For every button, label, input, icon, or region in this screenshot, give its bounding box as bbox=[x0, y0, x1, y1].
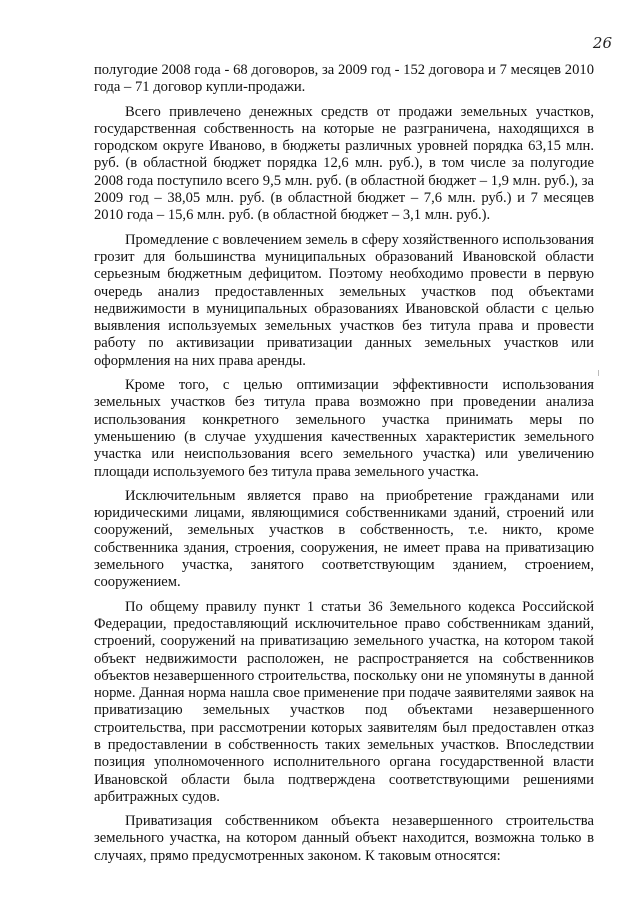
paragraph-privatization-cases: Приватизация собственником объекта незавершенного строительства земельного участка, на котором данный объект находится, возможна только в случаях, прямо предусмотренных законом. К таковым относятся: bbox=[94, 813, 594, 864]
page-number: 26 bbox=[592, 34, 612, 52]
paragraph-delay-risk: Промедление с вовлечением земель в сферу хозяйственного использования грозит для большинства муниципальных образований Ивановской области серьезным бюджетным дефицитом. Поэтому необходимо провести в первую очередь анализ предоставленных земельных участков под объектами недвижимости в муниципальных образованиях Ивановской области с целью выявления используемых земельных участков без титула права и провести работу по активизации приватизации данных земельных участков или оформления на них права аренды. bbox=[94, 231, 594, 369]
document-body bbox=[94, 62, 594, 872]
paragraph-continuation: полугодие 2008 года - 68 договоров, за 2009 год - 152 договора и 7 месяцев 2010 года – 71 договор купли-продажи. bbox=[94, 62, 594, 96]
paragraph-optimization: Кроме того, с целью оптимизации эффективности использования земельных участков без титула права возможно при проведении анализа использования конкретного земельного участка принимать меры по уменьшению (в случае ухудшения качественных характеристик земельного участка или неиспользования всего земельного участка) или увеличению площади используемого без титула права земельного участка. bbox=[94, 377, 594, 480]
paragraph-funds-raised: Всего привлечено денежных средств от продажи земельных участков, государственная собственность на которые не разграничена, находящихся в городском округе Иваново, в бюджеты различных уровней порядка 63,15 млн. руб. (в областной бюджет порядка 12,6 млн. руб.), в том числе за полугодие 2008 года поступило всего 9,5 млн. руб. (в областной бюджет – 1,9 млн. руб.), за 2009 год – 38,05 млн. руб. (в областной бюджет – 7,6 млн. руб.) и 7 месяцев 2010 года – 15,6 млн. руб. (в областной бюджет – 3,1 млн. руб.). bbox=[94, 103, 594, 224]
paragraph-general-rule: По общему правилу пункт 1 статьи 36 Земельного кодекса Российской Федерации, предоставляющий исключительное право собственникам зданий, строений, сооружений на приватизацию земельного участка, на котором такой объект недвижимости расположен, не распространяется на собственников объектов незавершенного строительства, поскольку они не упомянуты в данной норме. Данная норма нашла свое применение при подаче заявителями заявок на приватизацию земельных участков под объектами незавершенного строительства, при рассмотрении которых заявителям был предоставлен отказ в предоставлении в собственность таких земельных участков. Впоследствии позиция уполномоченного исполнительного органа государственной власти Ивановской области была подтверждена соответствующими решениями арбитражных судов. bbox=[94, 598, 594, 805]
paragraph-exclusive-right: Исключительным является право на приобретение гражданами или юридическими лицами, являющимися собственниками зданий, строений или сооружений, земельных участков в собственность, т.е. никто, кроме собственника здания, строения, сооружения, не имеет права на приватизацию земельного участка, занятого соответствующим зданием, строением, сооружением. bbox=[94, 487, 594, 591]
scan-speck bbox=[598, 370, 599, 376]
